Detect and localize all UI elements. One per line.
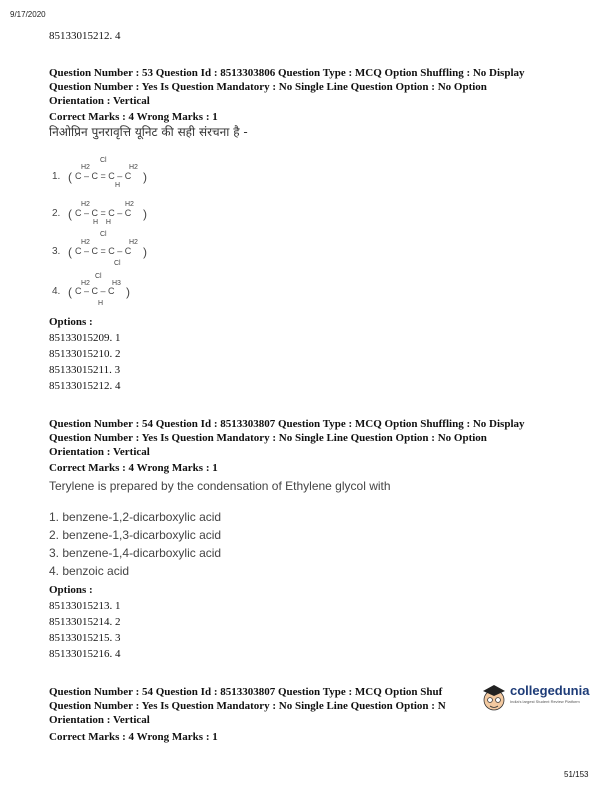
q53-meta-line-1: Question Number : 53 Question Id : 8513303806 Question Type : MCQ Option Shuffling : No Display [49,67,525,79]
q54-option-2: 85133015214. 2 [49,616,121,628]
q54-option-1: 85133015213. 1 [49,600,121,612]
bracket-right: ) [143,170,147,184]
q53-option-3: 85133015211. 3 [49,364,121,376]
carbon-chain: C – C = C – C [75,208,132,218]
h2-label: H2 [129,239,138,246]
carbon-chain: C – C = C – C [75,171,132,181]
q53-meta-line-3: Orientation : Vertical [49,95,150,107]
q54b-meta-line-3: Orientation : Vertical [49,714,150,726]
previous-option-tail: 85133015212. 4 [49,30,121,42]
hydrogen-label: H [98,300,104,307]
carbon-chain: C – C = C – C [75,246,132,256]
hydrogen-label: H [115,182,121,189]
q54b-meta-line-1: Question Number : 54 Question Id : 8513303807 Question Type : MCQ Option Shuf [49,686,443,698]
h2-label: H2 [129,164,138,171]
h2-label: H2 [81,164,90,171]
choice-number: 1. [52,171,61,182]
h2-label: H2 [81,280,90,287]
choice-number: 2. [52,208,61,219]
q54-option-3: 85133015215. 3 [49,632,121,644]
bracket-left: ( [68,285,72,299]
page-number: 51/153 [564,770,589,779]
bracket-right: ) [126,285,130,299]
q53-question-text: निओप्रिन पुनरावृत्ति यूनिट की सही संरचना है - [49,125,248,139]
bracket-left: ( [68,170,72,184]
q53-choice-3 [52,230,172,272]
h3-label: H3 [112,280,121,287]
q54-meta-line-2: Question Number : Yes Is Question Mandatory : No Single Line Question Option : No Option [49,432,487,444]
q54-options-label: Options : [49,584,93,596]
q54-choice-3: 3. benzene-1,4-dicarboxylic acid [49,546,222,560]
q53-option-2: 85133015210. 2 [49,348,121,360]
q54-choice-4: 4. benzoic acid [49,564,130,578]
q53-option-1: 85133015209. 1 [49,332,121,344]
choice-number: 3. [52,246,61,257]
q54b-marks: Correct Marks : 4 Wrong Marks : 1 [49,731,218,743]
q53-option-4: 85133015212. 4 [49,380,121,392]
collegedunia-logo-icon [480,682,508,716]
chlorine-label: Cl [114,260,121,267]
q54-option-4: 85133015216. 4 [49,648,121,660]
print-date: 9/17/2020 [10,10,46,19]
watermark-brand: collegedunia [510,683,590,698]
q53-choice-4 [52,272,172,314]
q53-choice-2 [52,196,172,228]
bracket-left: ( [68,207,72,221]
chlorine-label: Cl [100,157,107,164]
bracket-right: ) [143,207,147,221]
hydrogen-labels: H H [93,219,111,226]
q53-meta-line-2: Question Number : Yes Is Question Mandatory : No Single Line Question Option : No Option [49,81,487,93]
q54-choice-1: 1. benzene-1,2-dicarboxylic acid [49,510,222,524]
q54-marks: Correct Marks : 4 Wrong Marks : 1 [49,462,218,474]
h2-label: H2 [81,239,90,246]
choice-number: 4. [52,286,61,297]
h2-label: H2 [81,201,90,208]
q54b-meta-line-2: Question Number : Yes Is Question Mandatory : No Single Line Question Option : N [49,700,446,712]
q54-question-text: Terylene is prepared by the condensation of Ethylene glycol with [49,479,391,493]
q54-meta-line-1: Question Number : 54 Question Id : 8513303807 Question Type : MCQ Option Shuffling : No Display [49,418,525,430]
carbon-chain: C – C – C [75,286,115,296]
chlorine-label: Cl [95,273,102,280]
q53-marks: Correct Marks : 4 Wrong Marks : 1 [49,111,218,123]
q53-choice-1 [52,155,172,191]
chlorine-label: Cl [100,231,107,238]
watermark-tagline: India's largest Student Review Platform [510,699,580,704]
bracket-right: ) [143,245,147,259]
bracket-left: ( [68,245,72,259]
q54-choice-2: 2. benzene-1,3-dicarboxylic acid [49,528,222,542]
q53-options-label: Options : [49,316,93,328]
h2-label: H2 [125,201,134,208]
q54-meta-line-3: Orientation : Vertical [49,446,150,458]
